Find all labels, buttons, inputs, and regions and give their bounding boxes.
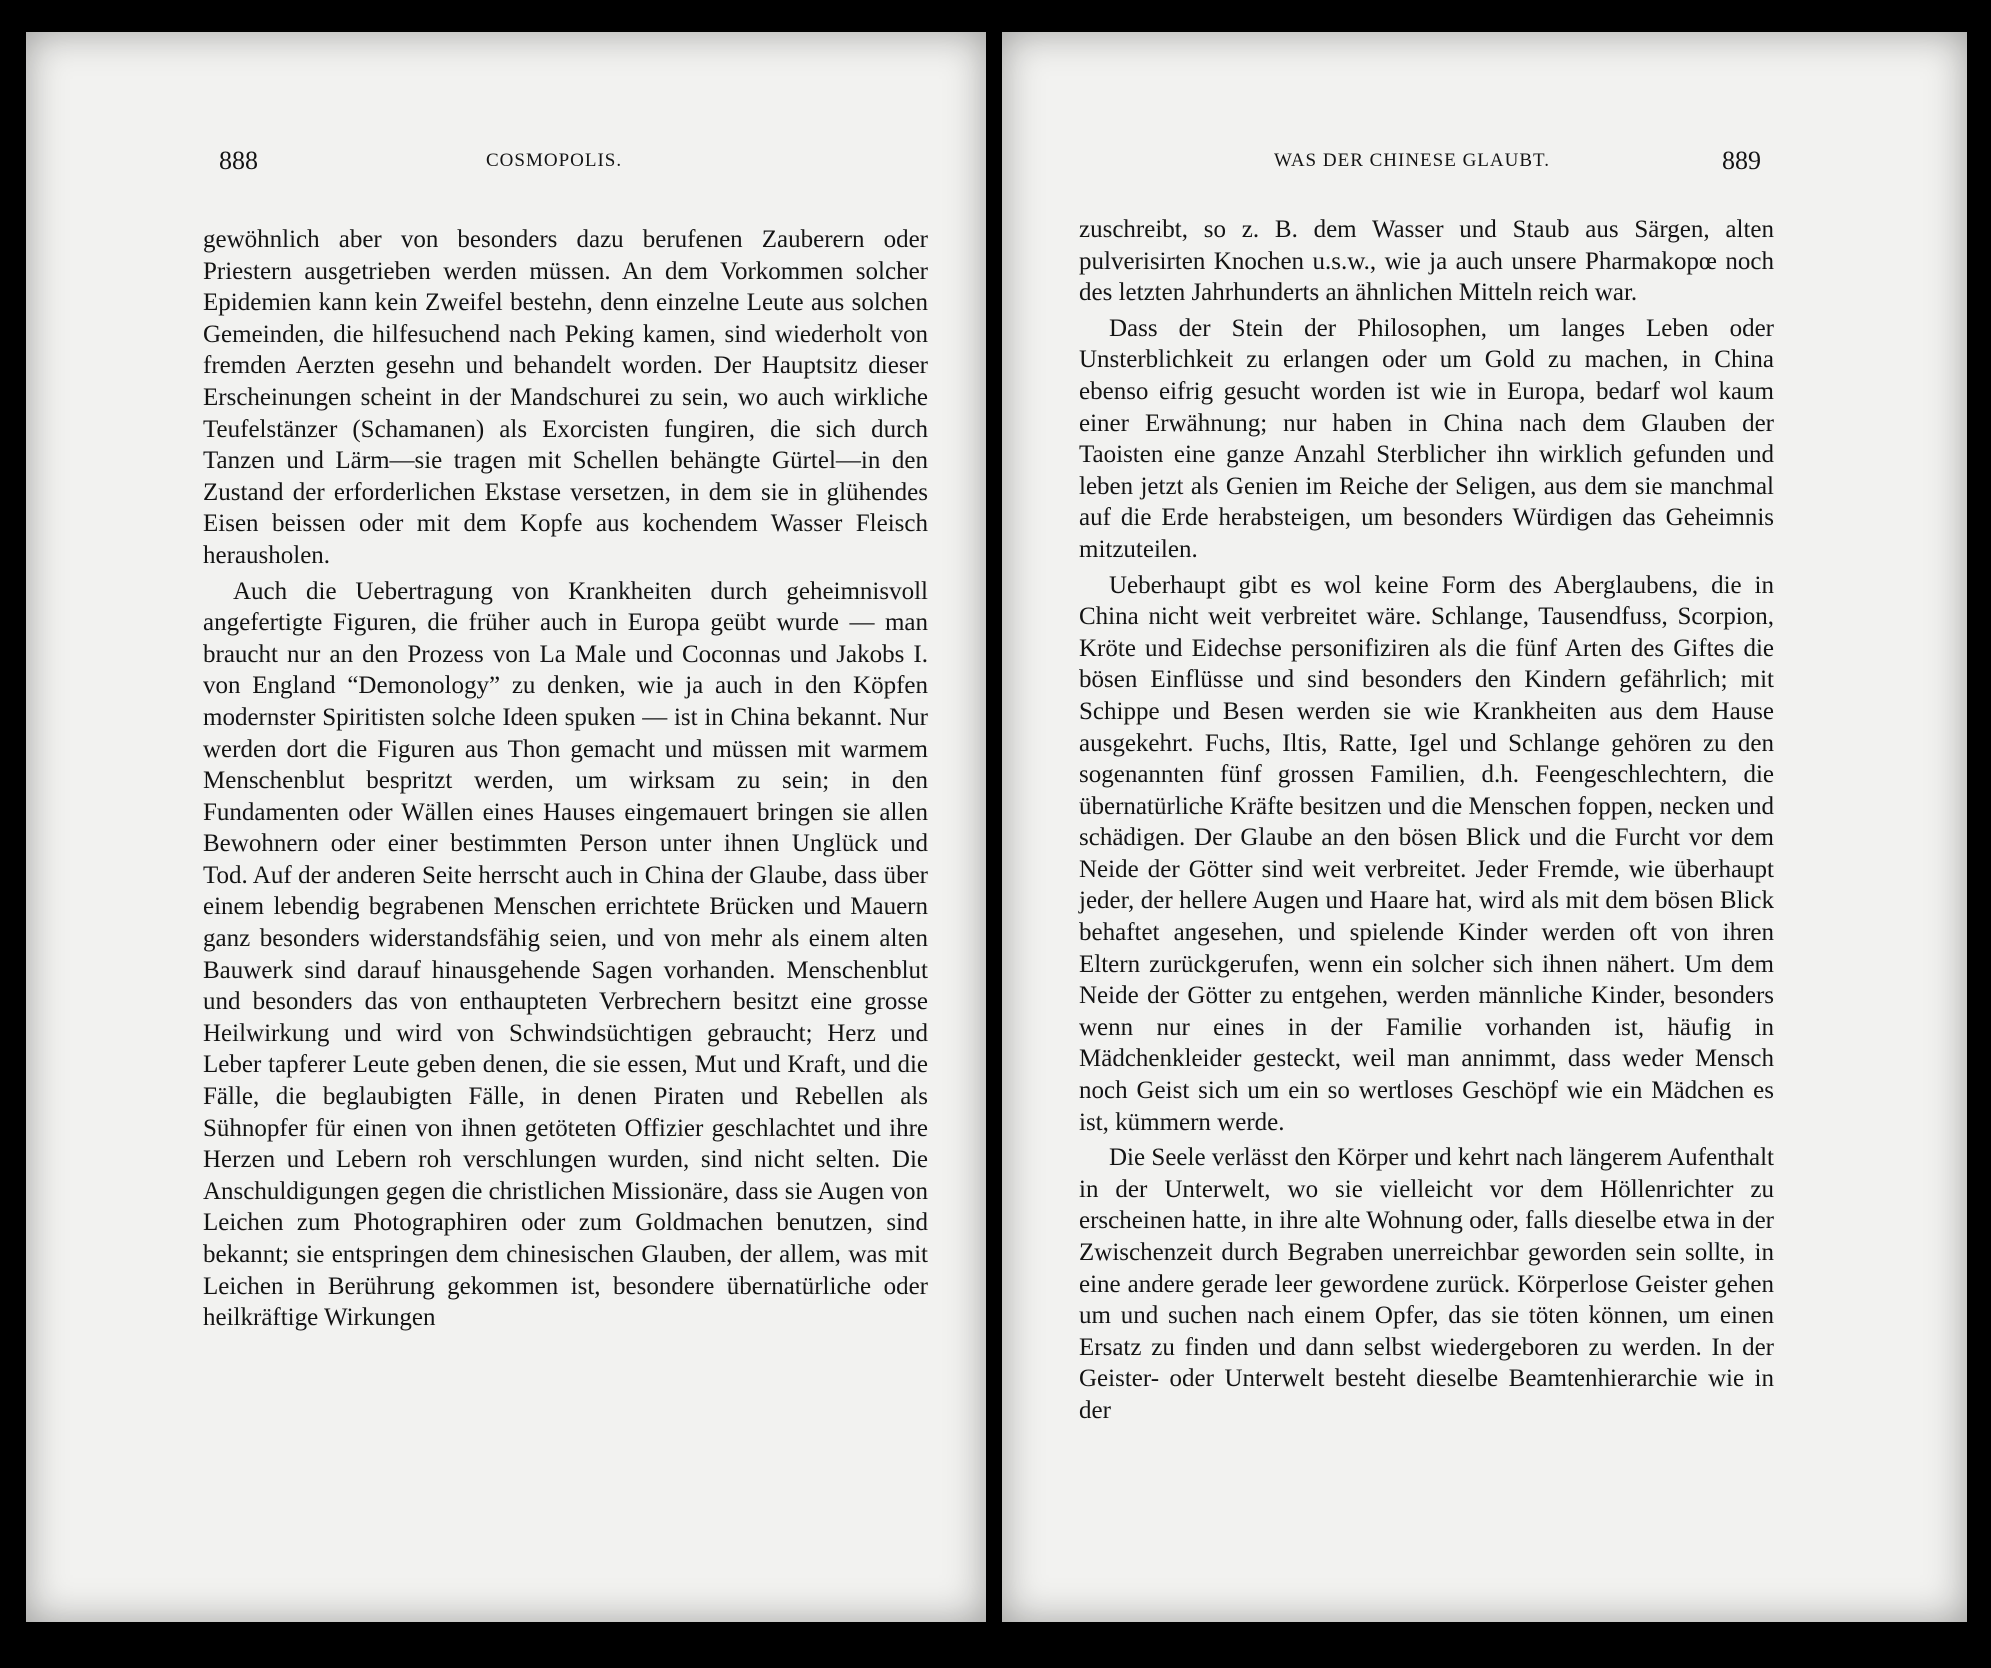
paragraph: zuschreibt, so z. B. dem Wasser und Staub aus Särgen, alten pulverisirten Knochen u.s.w., wie ja auch unsere Pharmakopœ noch des letzten Jahrhunderts an ähnlichen Mitteln reich war. (1079, 216, 1774, 307)
paragraph: Ueberhaupt gibt es wol keine Form des Aberglaubens, die in China nicht weit verbreitet wäre. Schlange, Tausendfuss, Scorpion, Kröte und Eidechse personifiziren als die fünf Arten des Giftes die bösen Einflüsse und sind besonders den Kindern gefährlich; mit Schippe und Besen werden sie wie Krankheiten aus dem Hause ausgekehrt. Fuchs, Iltis, Ratte, Igel und Schlange gehören zu den sogenannten fünf grossen Familien, d.h. Feengeschlechtern, die übernatürliche Kräfte besitzen und die Menschen foppen, necken und schädigen. Der Glaube an den bösen Blick und die Furcht vor dem Neide der Götter sind weit verbreitet. Jeder Fremde, wie überhaupt jeder, der hellere Augen und Haare hat, wird als mit dem bösen Blick behaftet angesehen, und spielende Kinder werden oft von ihren Eltern zurückgerufen, wenn ein solcher sich ihnen nähert. Um dem Neide der Götter zu entgehen, werden männliche Kinder, besonders wenn nur eines in der Familie vorhanden ist, häufig in Mädchenkleider gesteckt, weil man annimmt, dass weder Mensch noch Geist sich um ein so wertloses Geschöpf wie ein Mädchen es ist, kümmern werde. (1079, 571, 1774, 1136)
left-page (26, 32, 986, 1622)
paragraph: Dass der Stein der Philosophen, um langes Leben oder Unsterblichkeit zu erlangen oder um Gold zu machen, in China ebenso eifrig gesucht worden ist wie in Europa, bedarf wol kaum einer Erwähnung; nur haben in China nach dem Glauben der Taoisten eine ganze Anzahl Sterblicher ihn wirklich gefunden und leben jetzt als Genien im Reiche der Seligen, aus dem sie manchmal auf die Erde herabsteigen, um besonders Würdigen das Geheimnis mitzuteilen. (1079, 314, 1774, 563)
running-head: WAS DER CHINESE GLAUBT. (1274, 150, 1550, 171)
paragraph: gewöhnlich aber von besonders dazu berufenen Zauberern oder Priestern ausgetrieben werden müssen. An dem Vorkommen solcher Epidemien kann kein Zweifel bestehn, denn einzelne Leute aus solchen Gemeinden, die hilfesuchend nach Peking kamen, sind wiederholt von fremden Aerzten gesehn und behandelt worden. Der Hauptsitz dieser Erscheinungen scheint in der Mandschurei zu sein, wo auch wirkliche Teufelstänzer (Schamanen) als Exorcisten fungiren, die sich durch Tanzen und Lärm—sie tragen mit Schellen behängte Gürtel—in den Zustand der erforderlichen Ekstase versetzen, in dem sie in glühendes Eisen beissen oder mit dem Kopfe aus kochendem Wasser Fleisch herausholen. (203, 226, 928, 569)
page-number: 888 (219, 146, 258, 175)
body-text (1079, 214, 1774, 1431)
right-page (1002, 32, 1967, 1622)
running-head: COSMOPOLIS. (486, 150, 623, 171)
body-text (203, 224, 928, 1338)
paragraph: Die Seele verlässt den Körper und kehrt nach längerem Aufenthalt in der Unterwelt, wo sie vielleicht vor dem Höllenrichter zu erscheinen hatte, in ihre alte Wohnung oder, falls dieselbe etwa in der Zwischenzeit durch Begraben unerreichbar geworden sein sollte, in eine andere gerade leer gewordene zurück. Körperlose Geister gehen um und suchen nach einem Opfer, das sie töten können, um einen Ersatz zu finden und dann selbst wiedergeboren zu werden. In der Geister- oder Unterwelt besteht dieselbe Beamtenhierarchie wie in der (1079, 1144, 1774, 1424)
page-number: 889 (1722, 146, 1761, 175)
paragraph: Auch die Uebertragung von Krankheiten durch geheimnisvoll angefertigte Figuren, die früher auch in Europa geübt wurde — man braucht nur an den Prozess von La Male und Coconnas und Jakobs I. von England “Demonology” zu denken, wie ja auch in den Köpfen modernster Spiritisten solche Ideen spuken — ist in China bekannt. Nur werden dort die Figuren aus Thon gemacht und müssen mit warmem Menschenblut bespritzt werden, um wirksam zu sein; in den Fundamenten oder Wällen eines Hauses eingemauert bringen sie allen Bewohnern oder einer bestimmten Person unter ihnen Unglück und Tod. Auf der anderen Seite herrscht auch in China der Glaube, dass über einem lebendig begrabenen Menschen errichtete Brücken und Mauern ganz besonders widerstandsfähig seien, und von mehr als einem alten Bauwerk sind darauf hinausgehende Sagen vorhanden. Menschenblut und besonders das von enthaupteten Verbrechern besitzt eine grosse Heilwirkung und wird von Schwindsüchtigen gebraucht; Herz und Leber tapferer Leute geben denen, die sie essen, Mut und Kraft, und die Fälle, die beglaubigten Fälle, in denen Piraten und Rebellen als Sühnopfer für einen von ihnen getöteten Offizier geschlachtet und ihre Herzen und Lebern roh verschlungen wurden, sind nicht selten. Die Anschuldigungen gegen die christlichen Missionäre, dass sie Augen von Leichen zum Photographiren oder zum Goldmachen benutzen, sind bekannt; sie entspringen dem chinesischen Glauben, der allem, was mit Leichen in Berührung gekommen ist, besondere übernatürliche oder heilkräftige Wirkungen (203, 577, 928, 1332)
